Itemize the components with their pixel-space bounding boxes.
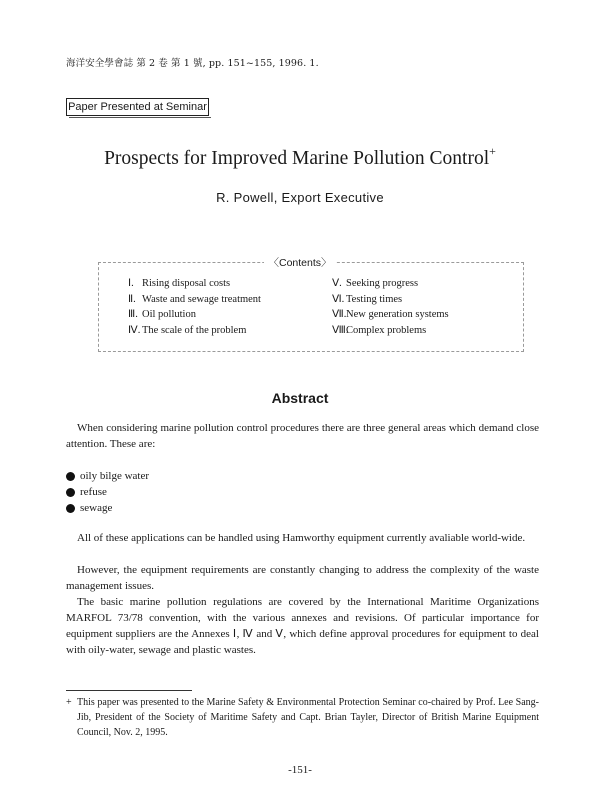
bullet-text: oily bilge water (80, 470, 150, 482)
bullet-list (66, 468, 149, 516)
contents-item (128, 276, 261, 292)
section-label: Paper Presented at Seminar (68, 101, 207, 113)
bullet-icon (66, 488, 75, 497)
contents-item-text: Testing times (346, 293, 403, 305)
footnote (66, 695, 539, 740)
contents-item-text: Rising disposal costs (142, 278, 231, 289)
contents-item-text: Waste and sewage treatment (142, 293, 261, 305)
contents-item (128, 292, 261, 308)
abstract-paragraph: The basic marine pollution regulations are covered by the International Maritime Organizations MARFOL 73/78 convention, with the various annexes and revisions. Of particular importance for equipment suppliers are the Annexes Ⅰ, Ⅳ and Ⅴ, which define approval procedures for equipment to deal with oily-water, sewage and plastic wastes. (66, 596, 539, 656)
bullet-icon (66, 472, 75, 481)
list-item (66, 500, 149, 516)
contents-item-text: Seeking progress (346, 278, 419, 289)
contents-item-number: Ⅷ. (332, 325, 349, 337)
bullet-text: refuse (80, 486, 107, 498)
contents-item-number: Ⅳ. (128, 325, 141, 337)
contents-item-number: Ⅲ. (128, 309, 138, 321)
contents-label-text: 〈Contents〉 (264, 257, 335, 269)
contents-item-number: Ⅵ. (332, 293, 345, 305)
contents-item (332, 307, 449, 323)
list-item (66, 468, 149, 484)
contents-item-number: Ⅶ. (332, 309, 347, 321)
contents-left-column (128, 276, 261, 339)
contents-item-text: Oil pollution (142, 309, 196, 321)
contents-right-column (332, 276, 449, 339)
abstract-paragraph: However, the equipment requirements are constantly changing to address the complexity of the waste management issues. (66, 564, 539, 592)
paper-title-text: Prospects for Improved Marine Pollution Control (104, 148, 490, 169)
contents-item-number: Ⅱ. (128, 293, 136, 305)
footnote-mark: + (66, 697, 72, 708)
contents-item-number: Ⅴ. (332, 278, 342, 289)
contents-item-text: New generation systems (346, 309, 449, 321)
abstract-heading: Abstract (271, 390, 329, 406)
journal-reference: 海洋安全學會誌 第 2 卷 第 1 號, pp. 151~155, 1996. 1. (66, 58, 319, 69)
list-item (66, 484, 149, 500)
bullet-icon (66, 504, 75, 513)
abstract-paragraph: All of these applications can be handled using Hamworthy equipment currently avaliable world-wide. (77, 532, 526, 544)
footnote-text: This paper was presented to the Marine Safety & Environmental Protection Seminar co-chaired by Prof. Lee Sang-Jib, President of the Society of Maritime Safety and Capt. Brian Tayler, Director of British Marine Equipment Council, Nov. 2, 1995. (77, 697, 539, 738)
contents-item-text: The scale of the problem (142, 325, 247, 337)
footnote-divider (66, 690, 192, 691)
contents-item (128, 307, 261, 323)
contents-item (128, 323, 261, 339)
contents-item (332, 292, 449, 308)
bullet-text: sewage (80, 502, 113, 514)
contents-item-text: Complex problems (346, 325, 427, 337)
author-line: R. Powell, Export Executive (216, 190, 384, 205)
contents-item (332, 323, 449, 339)
page-number: -151- (288, 764, 312, 776)
abstract-intro-paragraph: When considering marine pollution control procedures there are three general areas which demand close attention. These are: (66, 422, 539, 450)
contents-item (332, 276, 449, 292)
title-footnote-mark: + (489, 144, 496, 158)
paper-title (0, 144, 600, 170)
section-label-box (66, 98, 209, 116)
contents-item-number: Ⅰ. (128, 278, 134, 289)
contents-label (0, 255, 600, 270)
